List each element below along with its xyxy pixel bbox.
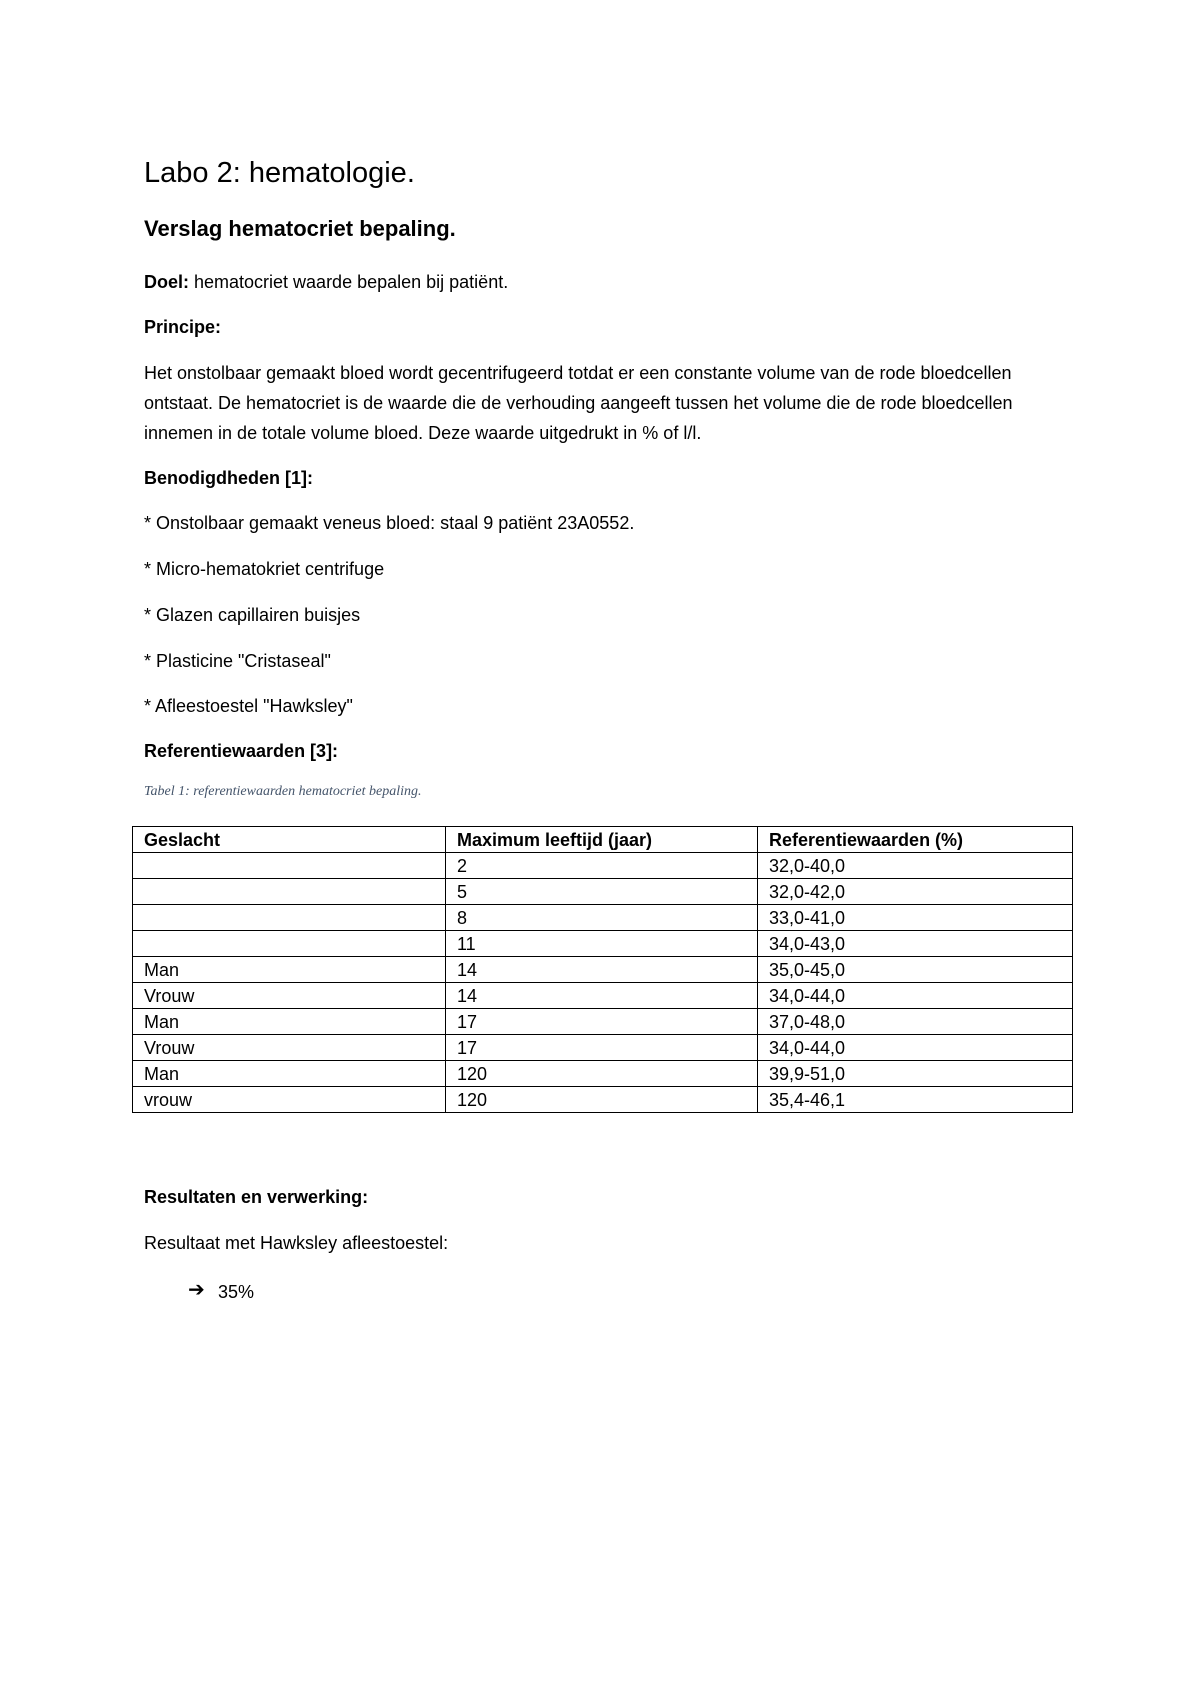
principle-text: Het onstolbaar gemaakt bloed wordt gecentrifugeerd totdat er een constante volume van de rode bloedcellen ontstaat. De hematocriet is de waarde die de verhouding aangeeft tussen het volume die de rode bloedcellen innemen in de totale volume bloed. Deze waarde uitgedrukt in % of l/l. [144,363,1013,443]
arrow-right-icon: ➔ [188,1279,205,1301]
cell-reference: 35,4-46,1 [758,1087,1073,1113]
cell-max-age: 2 [446,853,758,879]
results-text: Resultaat met Hawksley afleestoestel: [144,1233,449,1253]
cell-max-age: 120 [446,1061,758,1087]
materials-item: * Glazen capillairen buisjes [144,605,361,625]
goal-label: Doel: [144,272,189,292]
document-subtitle: Verslag hematocriet bepaling. [144,216,456,241]
table-row [133,1009,1073,1035]
column-header-gender: Geslacht [133,827,446,853]
cell-reference: 34,0-44,0 [758,983,1073,1009]
materials-heading: Benodigdheden [1]: [144,468,313,488]
cell-reference: 39,9-51,0 [758,1061,1073,1087]
cell-gender [133,905,446,931]
table-row [133,957,1073,983]
table-row [133,1035,1073,1061]
table-row [133,1087,1073,1113]
cell-max-age: 11 [446,931,758,957]
reference-table [132,826,1073,1113]
cell-reference: 35,0-45,0 [758,957,1073,983]
cell-max-age: 120 [446,1087,758,1113]
principle-heading: Principe: [144,317,222,337]
cell-reference: 32,0-42,0 [758,879,1073,905]
cell-max-age: 17 [446,1009,758,1035]
cell-gender: Man [133,1009,446,1035]
table-row [133,1061,1073,1087]
goal-text: hematocriet waarde bepalen bij patiënt. [189,272,509,292]
cell-gender [133,931,446,957]
result-value: 35% [218,1282,255,1302]
cell-reference: 34,0-44,0 [758,1035,1073,1061]
table-row [133,879,1073,905]
table-row [133,931,1073,957]
cell-max-age: 5 [446,879,758,905]
table-caption: Tabel 1: referentiewaarden hematocriet bepaling. [144,784,422,799]
materials-item: * Plasticine "Cristaseal" [144,651,331,671]
cell-reference: 33,0-41,0 [758,905,1073,931]
materials-item: * Onstolbaar gemaakt veneus bloed: staal 9 patiënt 23A0552. [144,513,635,533]
reference-heading: Referentiewaarden [3]: [144,741,339,761]
goal-line [144,270,508,294]
cell-max-age: 14 [446,983,758,1009]
cell-gender: Man [133,1061,446,1087]
table-row [133,983,1073,1009]
cell-max-age: 17 [446,1035,758,1061]
cell-gender [133,853,446,879]
table-row [133,905,1073,931]
cell-max-age: 14 [446,957,758,983]
cell-gender: Vrouw [133,1035,446,1061]
cell-gender: Man [133,957,446,983]
cell-reference: 34,0-43,0 [758,931,1073,957]
cell-gender: vrouw [133,1087,446,1113]
materials-item: * Micro-hematokriet centrifuge [144,559,385,579]
cell-max-age: 8 [446,905,758,931]
cell-gender [133,879,446,905]
cell-reference: 32,0-40,0 [758,853,1073,879]
column-header-max-age: Maximum leeftijd (jaar) [446,827,758,853]
table-row [133,853,1073,879]
cell-reference: 37,0-48,0 [758,1009,1073,1035]
table-header-row [133,827,1073,853]
cell-gender: Vrouw [133,983,446,1009]
column-header-reference: Referentiewaarden (%) [758,827,1073,853]
results-heading: Resultaten en verwerking: [144,1187,369,1207]
document-title: Labo 2: hematologie. [144,157,415,189]
materials-item: * Afleestoestel "Hawksley" [144,696,353,716]
